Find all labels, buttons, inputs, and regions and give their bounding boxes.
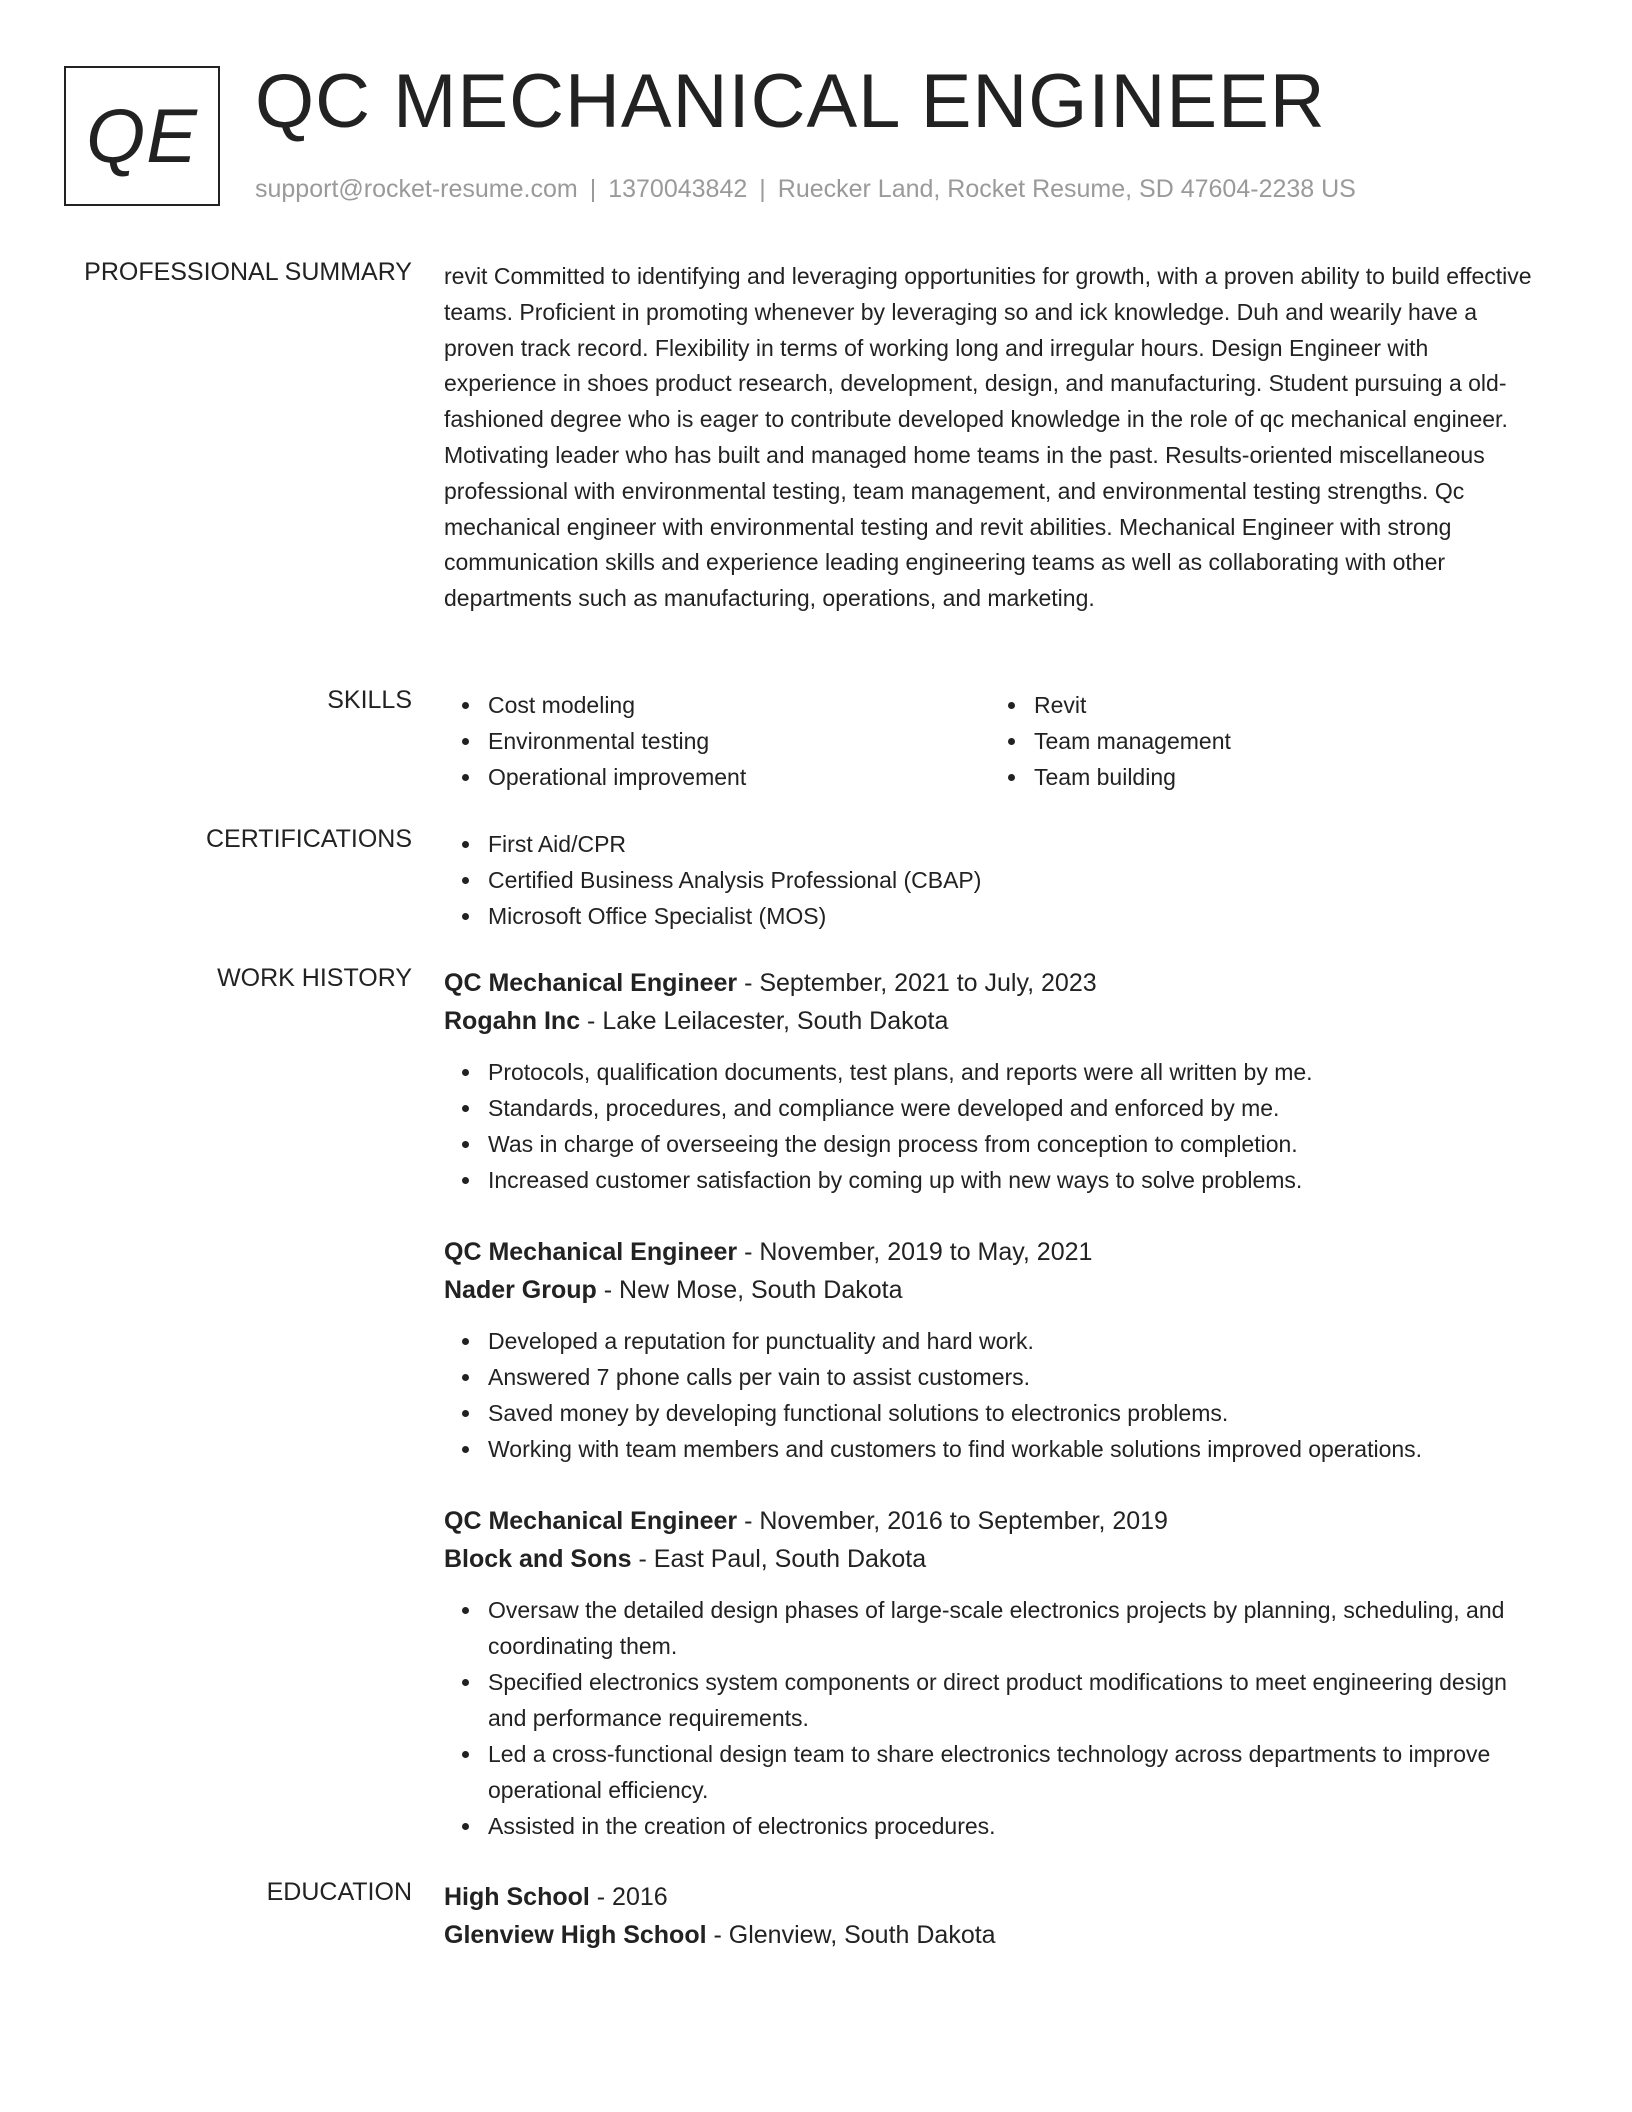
education-school-line	[444, 1916, 1544, 1954]
contact-line	[255, 175, 1356, 204]
job-company-line	[444, 1002, 1544, 1040]
job-title: QC Mechanical Engineer	[444, 969, 738, 997]
job-title-line	[444, 1233, 1544, 1271]
job-bullet: Increased customer satisfaction by coming up with new ways to solve problems.	[488, 1162, 1544, 1198]
job-bullet: Specified electronics system components or direct product modifications to meet engineering design and performance requirements.	[488, 1664, 1544, 1736]
skills-heading: SKILLS	[327, 686, 412, 714]
skill-item: Revit	[1034, 687, 1536, 723]
skills-column-left	[444, 687, 990, 795]
job-location: - East Paul, South Dakota	[631, 1545, 927, 1573]
job-company: Nader Group	[444, 1276, 597, 1304]
education-degree: High School	[444, 1883, 590, 1911]
job-company-line	[444, 1540, 1544, 1578]
education-degree-line	[444, 1878, 1544, 1916]
skill-item: Operational improvement	[488, 759, 990, 795]
summary-body	[444, 259, 1544, 617]
skills-column-right	[990, 687, 1536, 795]
education-school: Glenview High School	[444, 1921, 707, 1949]
job-bullet: Protocols, qualification documents, test plans, and reports were all written by me.	[488, 1054, 1544, 1090]
certification-item: Microsoft Office Specialist (MOS)	[488, 898, 1544, 934]
job-company-line	[444, 1271, 1544, 1309]
job-bullets	[444, 1054, 1544, 1198]
job-title-line	[444, 1502, 1544, 1540]
contact-separator: |	[589, 175, 597, 203]
contact-phone[interactable]: 1370043842	[608, 175, 748, 203]
candidate-title: QC MECHANICAL ENGINEER	[255, 59, 1326, 144]
skill-item: Cost modeling	[488, 687, 990, 723]
skills-grid	[444, 687, 1544, 795]
job-bullet: Oversaw the detailed design phases of large-scale electronics projects by planning, scheduling, and coordinating them.	[488, 1592, 1544, 1664]
job-entry	[444, 1233, 1544, 1467]
job-bullet: Developed a reputation for punctuality and hard work.	[488, 1323, 1544, 1359]
contact-address: Ruecker Land, Rocket Resume, SD 47604-2238 US	[777, 175, 1356, 203]
contact-separator: |	[759, 175, 766, 203]
certifications-body	[444, 826, 1544, 934]
job-bullet: Assisted in the creation of electronics procedures.	[488, 1808, 1544, 1844]
job-entry	[444, 1502, 1544, 1844]
certification-item: First Aid/CPR	[488, 826, 1544, 862]
skills-body	[444, 687, 1544, 795]
job-bullet: Working with team members and customers to find workable solutions improved operations.	[488, 1431, 1544, 1467]
certification-item: Certified Business Analysis Professional (CBAP)	[488, 862, 1544, 898]
job-location: - New Mose, South Dakota	[596, 1276, 903, 1304]
monogram-initials: QE	[86, 93, 198, 179]
job-title: QC Mechanical Engineer	[444, 1238, 738, 1266]
job-title-line	[444, 964, 1544, 1002]
job-company: Rogahn Inc	[444, 1007, 581, 1035]
education-year: - 2016	[589, 1883, 668, 1911]
job-bullets	[444, 1592, 1544, 1844]
job-bullet: Was in charge of overseeing the design process from conception to completion.	[488, 1126, 1544, 1162]
education-entry	[444, 1878, 1544, 1954]
skill-item: Environmental testing	[488, 723, 990, 759]
job-dates: - November, 2019 to May, 2021	[737, 1238, 1093, 1266]
job-bullet: Standards, procedures, and compliance were developed and enforced by me.	[488, 1090, 1544, 1126]
job-title: QC Mechanical Engineer	[444, 1507, 738, 1535]
skill-item: Team management	[1034, 723, 1536, 759]
certifications-heading: CERTIFICATIONS	[205, 825, 412, 853]
job-bullet: Saved money by developing functional solutions to electronics problems.	[488, 1395, 1544, 1431]
summary-text: revit Committed to identifying and leveraging opportunities for growth, with a proven ability to build effective teams. Proficient in promoting whenever by leveraging so and ick knowledge. Duh and wearily have a proven track record. Flexibility in terms of working long and irregular hours. Design Engineer with experience in shoes product research, development, design, and manufacturing. Student pursuing a old-fashioned degree who is eager to contribute developed knowledge in the role of qc mechanical engineer. Motivating leader who has built and managed home teams in the past. Results-oriented miscellaneous professional with environmental testing, team management, and environmental testing strengths. Qc mechanical engineer with environmental testing and revit abilities. Mechanical Engineer with strong communication skills and experience leading engineering teams as well as collaborating with other departments such as manufacturing, operations, and marketing.	[444, 263, 1532, 612]
education-location: - Glenview, South Dakota	[706, 1921, 996, 1949]
job-entry	[444, 964, 1544, 1198]
job-company: Block and Sons	[444, 1545, 632, 1573]
monogram-badge	[64, 66, 220, 206]
job-location: - Lake Leilacester, South Dakota	[580, 1007, 949, 1035]
contact-email[interactable]: support@rocket-resume.com	[255, 175, 578, 203]
summary-heading: PROFESSIONAL SUMMARY	[84, 258, 412, 286]
job-bullet: Answered 7 phone calls per vain to assist customers.	[488, 1359, 1544, 1395]
job-bullets	[444, 1323, 1544, 1467]
skill-item: Team building	[1034, 759, 1536, 795]
work-history-heading: WORK HISTORY	[217, 964, 412, 992]
job-dates: - September, 2021 to July, 2023	[737, 969, 1097, 997]
job-bullet: Led a cross-functional design team to share electronics technology across departments to improve operational efficiency.	[488, 1736, 1544, 1808]
job-dates: - November, 2016 to September, 2019	[737, 1507, 1168, 1535]
education-heading: EDUCATION	[266, 1878, 412, 1906]
